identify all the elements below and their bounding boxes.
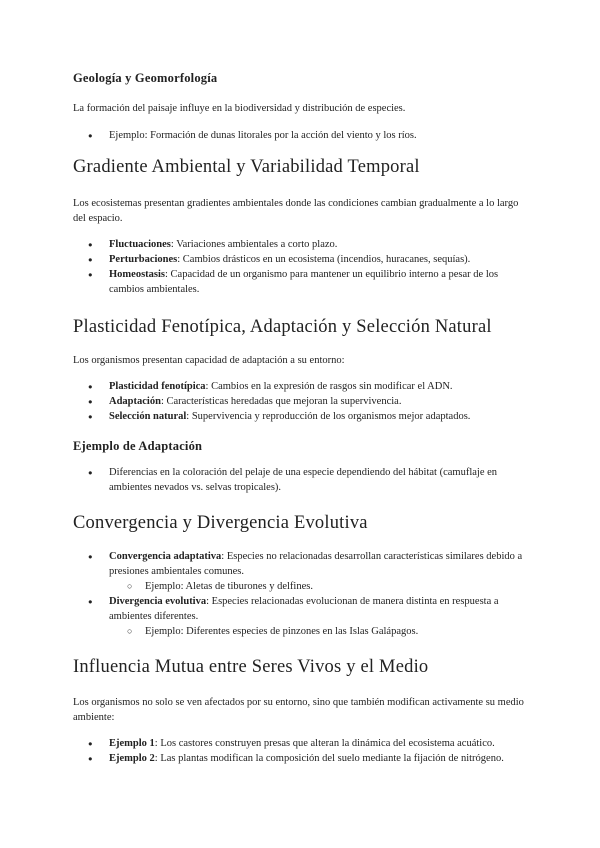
heading-ejemplo-adaptacion: Ejemplo de Adaptación	[73, 439, 203, 453]
bullet-text: : Especies no relacionadas desarrollan características similares debido a presiones ambientales comunes.	[109, 551, 523, 577]
bullet-term: Ejemplo 1	[109, 738, 155, 749]
bullet-text: : Cambios en la expresión de rasgos sin modificar el ADN.	[205, 381, 453, 392]
list-item	[73, 594, 533, 624]
sub-bullet-text: Ejemplo: Aletas de tiburones y delfines.	[145, 581, 313, 592]
list-item	[73, 267, 533, 297]
bullet-text: : Las plantas modifican la composición del suelo mediante la fijación de nitrógeno.	[154, 753, 504, 764]
paragraph-plasticidad: Los organismos presentan capacidad de adaptación a su entorno:	[73, 355, 345, 366]
paragraph-geologia: La formación del paisaje influye en la biodiversidad y distribución de especies.	[73, 103, 406, 114]
bullet-term: Selección natural	[109, 411, 187, 422]
list-item	[73, 549, 533, 579]
bullet-term: Perturbaciones	[109, 254, 178, 265]
bullet-term: Convergencia adaptativa	[109, 551, 222, 562]
bullet-text: Diferencias en la coloración del pelaje de una especie dependiendo del hábitat (camuflaje en ambientes nevados vs. selvas tropicales).	[109, 467, 498, 493]
bullet-term: Homeostasis	[109, 269, 165, 280]
bullet-term: Adaptación	[109, 396, 161, 407]
bullet-term: Plasticidad fenotípica	[109, 381, 206, 392]
list-gradiente	[73, 237, 533, 297]
list-ejemplo-adaptacion	[73, 465, 533, 495]
list-item	[73, 394, 533, 409]
list-geologia	[73, 128, 533, 143]
heading-influencia: Influencia Mutua entre Seres Vivos y el Medio	[73, 657, 429, 677]
list-item	[73, 736, 533, 751]
heading-plasticidad: Plasticidad Fenotípica, Adaptación y Selección Natural	[73, 317, 492, 337]
bullet-text: : Cambios drásticos en un ecosistema (incendios, huracanes, sequías).	[177, 254, 471, 265]
list-item	[73, 465, 533, 495]
bullet-text: Ejemplo: Formación de dunas litorales por la acción del viento y los ríos.	[109, 130, 417, 141]
bullet-text: : Variaciones ambientales a corto plazo.	[170, 239, 338, 250]
bullet-term: Fluctuaciones	[109, 239, 171, 250]
list-item	[73, 252, 533, 267]
list-influencia	[73, 736, 533, 766]
bullet-term: Divergencia evolutiva	[109, 596, 207, 607]
paragraph-gradiente: Los ecosistemas presentan gradientes ambientales donde las condiciones cambian gradualmente a lo largo del espacio.	[73, 198, 519, 224]
bullet-term: Ejemplo 2	[109, 753, 155, 764]
sub-list-item	[73, 579, 533, 594]
bullet-text: : Los castores construyen presas que alteran la dinámica del ecosistema acuático.	[154, 738, 495, 749]
sub-bullet-text: Ejemplo: Diferentes especies de pinzones en las Islas Galápagos.	[145, 626, 419, 637]
sub-list-item	[73, 624, 533, 639]
paragraph-influencia: Los organismos no solo se ven afectados por su entorno, sino que también modifican activamente su medio ambiente:	[73, 697, 524, 723]
heading-geologia: Geología y Geomorfología	[73, 71, 218, 85]
bullet-text: : Características heredadas que mejoran la supervivencia.	[160, 396, 402, 407]
bullet-text: : Especies relacionadas evolucionan de manera distinta en respuesta a ambientes diferentes.	[109, 596, 499, 622]
list-item	[73, 237, 533, 252]
bullet-text: : Supervivencia y reproducción de los organismos mejor adaptados.	[186, 411, 471, 422]
heading-convergencia: Convergencia y Divergencia Evolutiva	[73, 513, 368, 533]
document-content	[73, 70, 533, 766]
list-item	[73, 751, 533, 766]
list-item	[73, 379, 533, 394]
list-item	[73, 128, 533, 143]
bullet-text: : Capacidad de un organismo para mantener un equilibrio interno a pesar de los cambios ambientales.	[109, 269, 499, 295]
list-item	[73, 409, 533, 424]
heading-gradiente: Gradiente Ambiental y Variabilidad Temporal	[73, 157, 420, 177]
list-plasticidad	[73, 379, 533, 424]
list-convergencia	[73, 549, 533, 639]
